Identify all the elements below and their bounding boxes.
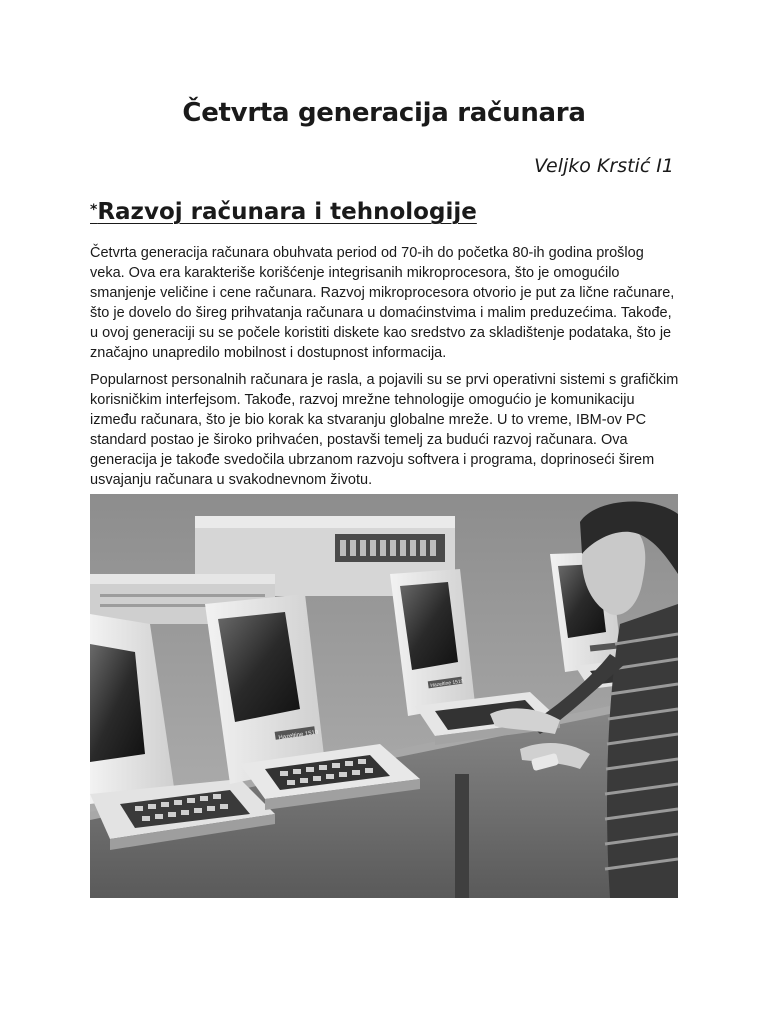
document-title: Četvrta generacija računara — [182, 98, 586, 128]
section-heading — [90, 199, 477, 225]
author-name: Veljko Krstić I1 — [534, 155, 674, 177]
terminal-2-label: Hazeltine 1510 — [278, 729, 319, 742]
heading-bullet: * — [90, 202, 98, 218]
terminals-photo — [90, 494, 678, 898]
paragraph-personal-computers: Popularnost personalnih računara je rasla, a pojavili su se prvi operativni sistemi s grafičkim korisničkim interfejsom. Takođe, razvoj mrežne tehnologije omogućio je komunikaciju između računara, što je bio korak ka stvaranju globalne mreže. U to vreme, IBM-ov PC standard postao je široko prihvaćen, postavši temelj za budući razvoj računara. Ova generacija je takođe svedočila ubrzanom razvoju softvera i programa, doprinoseći širem usvajanju računara u svakodnevnom životu. — [90, 372, 679, 488]
paragraph-intro: Četvrta generacija računara obuhvata period od 70-ih do početka 80-ih godina prošlog veka. Ova era karakteriše korišćenje integrisanih mikroprocesora, što je omogućilo smanjenje veličine i cene računara. Razvoj mikroprocesora otvorio je put za lične računare, što je dovelo do šireg prihvatanja računara u domaćinstvima i malim preduzećima. Takođe, u ovoj generaciji su se počele koristiti diskete kao sredstvo za skladištenje podataka, što je značajno unapredilo mobilnost i dostupnost informacija. — [90, 245, 675, 361]
section-heading-text: Razvoj računara i tehnologije — [97, 199, 477, 225]
terminal-3-label: Hazeltine 1510 — [430, 678, 464, 690]
